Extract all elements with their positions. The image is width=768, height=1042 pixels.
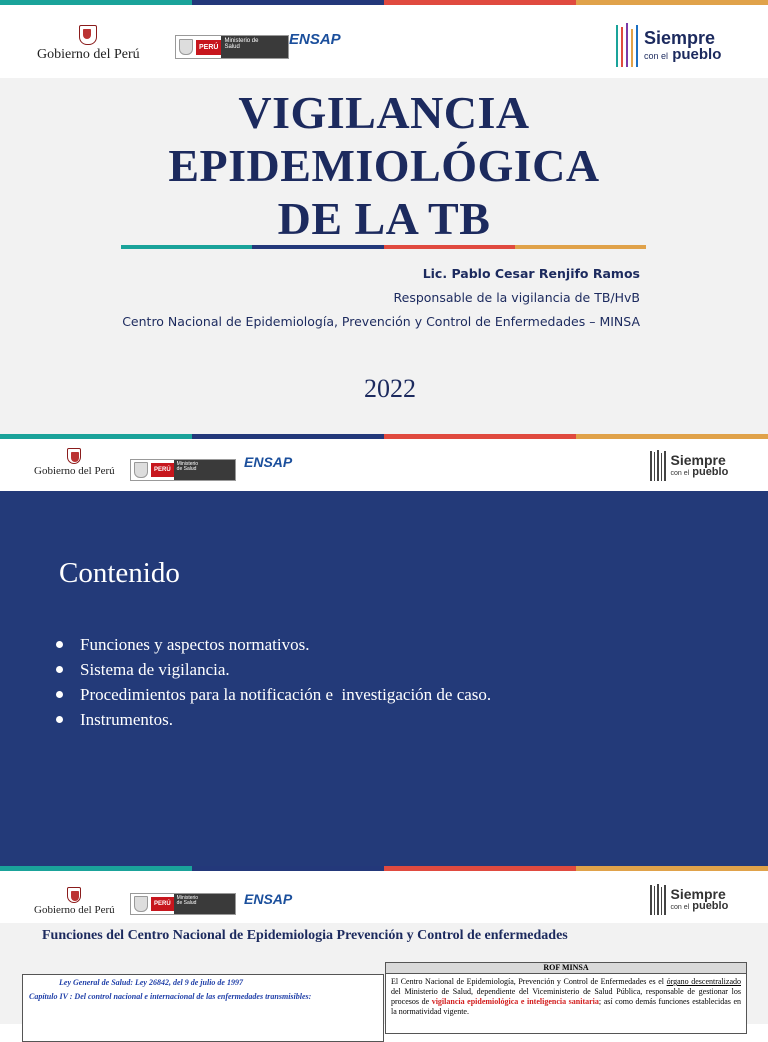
gobierno-text: Gobierno del Perú bbox=[34, 465, 115, 477]
con-el-text: con el bbox=[670, 904, 690, 911]
gobierno-text: Gobierno del Perú bbox=[37, 47, 140, 62]
gobierno-peru-logo bbox=[37, 25, 140, 63]
coat-of-arms-icon bbox=[67, 887, 81, 903]
ministerio-text: Ministerio de Salud bbox=[221, 36, 288, 58]
pueblo-text: pueblo bbox=[692, 900, 729, 912]
rof-body bbox=[386, 974, 746, 1020]
slide-header bbox=[0, 871, 768, 923]
slide-header bbox=[0, 5, 768, 78]
slide-title: Funciones del Centro Nacional de Epidemiologia Prevención y Control de enfermedades bbox=[42, 928, 568, 943]
siempre-text: Siempre bbox=[644, 27, 716, 48]
peru-badge: PERÚ bbox=[151, 897, 174, 911]
ley-box bbox=[22, 974, 384, 1042]
ley-heading: Ley General de Salud: Ley 26842, del 9 de julio de 1997 bbox=[59, 978, 243, 987]
year-text: 2022 bbox=[364, 374, 416, 403]
rof-text: del Ministerio de Salud, dependiente del Viceministerio de Salud Pública, responsable de gestionar los procesos de bbox=[391, 987, 741, 1006]
con-el-text: con el bbox=[670, 470, 690, 477]
peru-badge: PERÚ bbox=[151, 463, 174, 477]
rof-box bbox=[385, 962, 747, 1034]
list-item-text: Sistema de vigilancia. bbox=[80, 659, 230, 679]
contents-list bbox=[56, 632, 491, 732]
list-item-text: Procedimientos para la notificación e investigación de caso. bbox=[80, 684, 492, 704]
coat-of-arms-icon bbox=[79, 25, 97, 45]
gobierno-peru-logo bbox=[34, 448, 115, 477]
ensap-logo: ENSAP bbox=[289, 31, 341, 48]
contents-heading: Contenido bbox=[59, 557, 180, 589]
bullet-icon bbox=[56, 666, 63, 673]
ministerio-text: Ministerio de Salud bbox=[174, 460, 235, 480]
bullet-icon bbox=[56, 641, 63, 648]
peru-badge: PERÚ bbox=[196, 40, 221, 55]
shield-icon bbox=[134, 896, 148, 912]
pueblo-text: pueblo bbox=[672, 45, 722, 63]
functions-slide bbox=[0, 866, 768, 1024]
pueblo-text: pueblo bbox=[692, 466, 729, 478]
rof-underlined-text: órgano descentralizado bbox=[666, 977, 741, 986]
list-item-text: Instrumentos. bbox=[80, 709, 174, 729]
slide-title bbox=[0, 86, 768, 245]
author-name: Lic. Pablo Cesar Renjifo Ramos bbox=[422, 266, 640, 281]
title-slide bbox=[0, 0, 768, 434]
con-el-text: con el bbox=[644, 50, 669, 61]
slide-header bbox=[0, 439, 768, 491]
list-item bbox=[56, 632, 491, 657]
ensap-logo: ENSAP bbox=[244, 891, 293, 907]
rof-highlight-text: vigilancia epidemiológica e inteligencia sanitaria bbox=[431, 997, 599, 1006]
minsa-logo bbox=[130, 893, 236, 915]
siempre-logo bbox=[650, 884, 728, 915]
author-role: Responsable de la vigilancia de TB/HvB bbox=[393, 290, 640, 305]
siempre-logo bbox=[650, 450, 728, 481]
title-line-1: VIGILANCIA bbox=[238, 87, 530, 138]
bars-icon bbox=[650, 884, 666, 915]
minsa-logo bbox=[175, 35, 289, 59]
rof-heading: ROF MINSA bbox=[386, 963, 746, 974]
ley-chapter: Capítulo IV : Del control nacional e internacional de las enfermedades transmisibles: bbox=[29, 992, 312, 1001]
rof-text: El Centro Nacional de Epidemiología, Prevención y Control de Enfermedades es el bbox=[391, 977, 667, 986]
shield-icon bbox=[134, 462, 148, 478]
title-underline bbox=[121, 245, 646, 249]
contents-slide bbox=[0, 434, 768, 866]
list-item bbox=[56, 657, 491, 682]
bullet-icon bbox=[56, 716, 63, 723]
siempre-text: Siempre bbox=[670, 452, 726, 468]
siempre-text: Siempre bbox=[670, 886, 726, 902]
ensap-logo: ENSAP bbox=[244, 454, 293, 470]
list-item bbox=[56, 682, 491, 707]
gobierno-peru-logo bbox=[34, 887, 115, 916]
bullet-icon bbox=[56, 691, 63, 698]
list-item bbox=[56, 707, 491, 732]
siempre-logo bbox=[616, 23, 721, 67]
minsa-logo bbox=[130, 459, 236, 481]
title-line-2: EPIDEMIOLÓGICA bbox=[168, 140, 600, 191]
rof-text: ; así como demás funciones establecidas en la normatividad vigente. bbox=[391, 997, 742, 1016]
author-organization: Centro Nacional de Epidemiología, Prevención y Control de Enfermedades – MINSA bbox=[122, 314, 640, 329]
bars-icon bbox=[616, 23, 638, 67]
coat-of-arms-icon bbox=[67, 448, 81, 464]
title-line-3: DE LA TB bbox=[277, 193, 491, 244]
shield-icon bbox=[179, 39, 193, 55]
gobierno-text: Gobierno del Perú bbox=[34, 904, 115, 916]
bars-icon bbox=[650, 450, 666, 481]
ministerio-text: Ministerio de Salud bbox=[174, 894, 235, 914]
list-item-text: Funciones y aspectos normativos. bbox=[80, 634, 310, 654]
